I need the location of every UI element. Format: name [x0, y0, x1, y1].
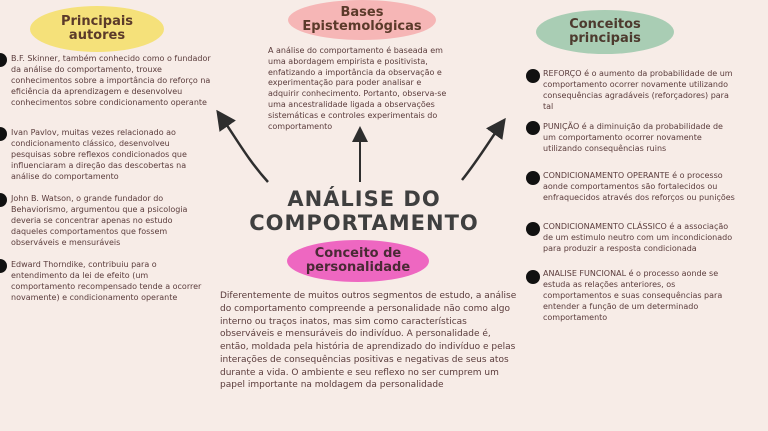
bullet-icon [526, 121, 540, 135]
autor-item-watson: John B. Watson, o grande fundador do Behaviorismo, argumentou que a psicologia deveria se concentrar apenas no estudo daqueles comportamentos que fossem observáveis e mensuráveis [11, 194, 188, 248]
conceitos-heading-line2: principais [569, 31, 641, 46]
autor-item-thorndike: Edward Thorndike, contribuiu para o entendimento da lei de efeito (um comportamento recompensado tende a ocorrer novamente) e condicionamento operante [11, 260, 202, 303]
conceito-personalidade-heading [287, 240, 429, 282]
conceito-item-reforco: REFORÇO é o aumento da probabilidade de um comportamento ocorrer novamente utilizando consequências agradáveis (reforçadores) para tal [543, 69, 733, 112]
conceito-item-punicao: PUNIÇÃO é a diminuição da probabilidade de um comportamento ocorrer novamente utilizando consequências ruins [543, 122, 723, 154]
bases-heading-line2: Epistemológicas [302, 19, 422, 34]
autor-item-pavlov: Ivan Pavlov, muitas vezes relacionado ao condicionamento clássico, desenvolveu pesquisas sobre reflexos condicionados que influenciaram a direção das descobertas na análise do comportamento [11, 128, 187, 182]
principais-autores-heading-line1: Principais [60, 13, 134, 29]
bullet-icon [526, 270, 540, 284]
principais-autores-heading-line2: autores [68, 28, 126, 43]
bullet-icon [526, 222, 540, 236]
bases-heading-line1: Bases [340, 4, 384, 20]
conceito-item-analise-funcional: ANALISE FUNCIONAL é o processo aonde se estuda as relações anteriores, os comportamentos e suas consequências para entender a função de um determinado comportamento [543, 269, 723, 323]
conceito-item-condicionamento-classico: CONDICIONAMENTO CLÁSSICO é a associação de um estimulo neutro com um incondicionado para produzir a resposta condicionada [543, 222, 733, 254]
principais-autores-heading [30, 6, 164, 52]
arrow-to-autores [222, 118, 268, 182]
personalidade-heading-line1: Conceito de [314, 245, 402, 261]
bases-epistemologicas-heading [288, 0, 436, 40]
bullet-icon [526, 171, 540, 185]
conceito-personalidade-text: Diferentemente de muitos outros segmentos de estudo, a análise do comportamento compreende a personalidade não como algo interno ou traços inatos, mas sim como características observáveis e mensuráveis do indivíduo. A personalidade é, então, moldada pela história de aprendizado do indivíduo e pelas interações de consequências positivas e negativas de seus atos durante a vida. O ambiente e seu reflexo no ser cumprem um papel importante na moldagem da personalidade [220, 291, 517, 391]
arrow-to-conceitos [462, 126, 500, 180]
central-title-line2: COMPORTAMENTO [249, 211, 479, 236]
bases-epistemologicas-text: A análise do comportamento é baseada em uma abordagem empirista e positivista, enfatizando a importância da observação e experimentação para poder analisar e adquirir conhecimento. Portanto, observa-se uma ancestralidade ligada a observações sistemáticas e controles experimentais do comportamento [268, 46, 447, 131]
autor-item-skinner: B.F. Skinner, também conhecido como o fundador da análise do comportamento, trouxe conhecimentos sobre a importância do reforço na eficiência da aprendizagem e desenvolveu conhecimentos sobre condicionamento operante [11, 54, 211, 108]
bullet-icon [526, 69, 540, 83]
conceitos-principais-heading [536, 10, 674, 54]
personalidade-heading-line2: personalidade [305, 260, 411, 275]
central-title-line1: ANÁLISE DO [287, 187, 441, 211]
conceitos-heading-line1: Conceitos [569, 16, 641, 32]
central-title [206, 187, 522, 235]
conceito-item-condicionamento-operante: CONDICIONAMENTO OPERANTE é o processo aonde comportamentos são fortalecidos ou enfraquecidos através dos reforços ou punições [543, 171, 735, 203]
